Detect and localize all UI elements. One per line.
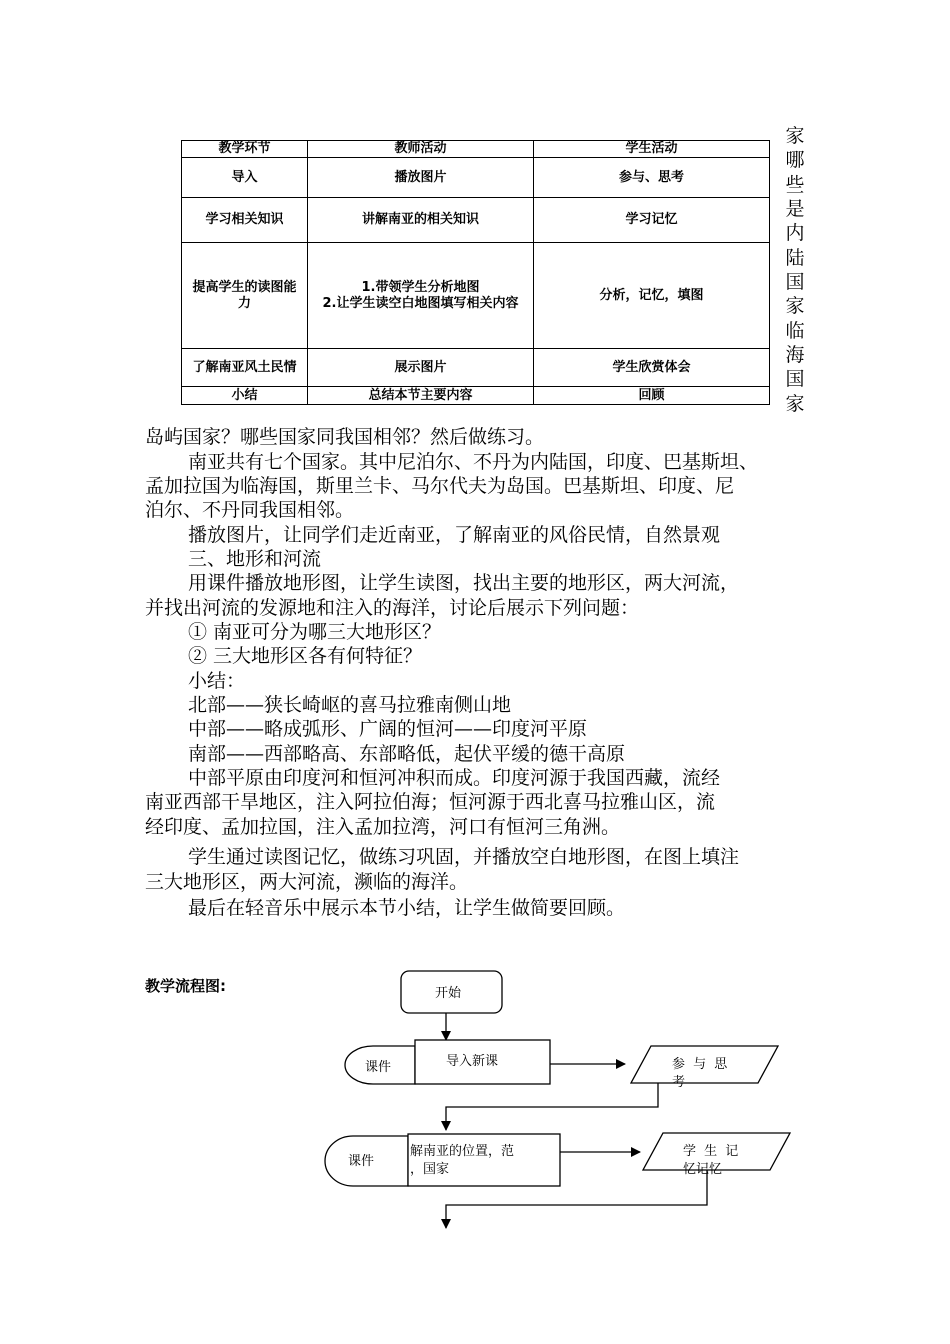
- row-teacher-line: 2.让学生读空白地图填写相关内容: [322, 295, 519, 311]
- body-line: 中部——略成弧形、广阔的恒河——印度河平原: [188, 718, 588, 740]
- body-line: 孟加拉国为临海国，斯里兰卡、马尔代夫为岛国。巴基斯坦、印度、尼: [145, 475, 735, 497]
- row-student: 分析，记忆，填图: [534, 243, 770, 349]
- side-text-char: 哪: [785, 149, 805, 171]
- side-text-char: 海: [785, 344, 805, 366]
- process-label: 导入新课: [446, 1054, 499, 1069]
- row-stage: 了解南亚风土民情: [182, 349, 308, 387]
- body-line: 经印度、孟加拉国，注入孟加拉湾，河口有恒河三角洲。: [145, 816, 621, 838]
- body-line: 泊尔、不丹同我国相邻。: [145, 499, 355, 521]
- body-line: 北部——狭长崎岖的喜马拉雅南侧山地: [188, 694, 512, 716]
- resource-label: 课件: [365, 1060, 392, 1075]
- io-label: 参 与 思: [672, 1057, 730, 1072]
- arrow-output1-step2: [446, 1083, 658, 1130]
- side-text-char: 家: [785, 393, 805, 415]
- body-line: 最后在轻音乐中展示本节小结，让学生做简要回顾。: [188, 897, 626, 919]
- start-label: 开始: [435, 986, 462, 1001]
- io-label: 忆记忆: [683, 1162, 723, 1177]
- side-text-char: 是: [785, 198, 805, 220]
- body-line: 三大地形区，两大河流，濒临的海洋。: [145, 871, 469, 893]
- row-student: 学生欣赏体会: [534, 349, 770, 387]
- side-text-char: 家: [785, 295, 805, 317]
- body-line: 中部平原由印度河和恒河冲积而成。印度河源于我国西藏，流经: [188, 767, 721, 789]
- side-text-char: 家: [785, 125, 805, 147]
- body-line: 播放图片，让同学们走近南亚，了解南亚的风俗民情，自然景观: [188, 524, 721, 546]
- side-text-char: 国: [785, 271, 805, 293]
- side-text-char: 临: [785, 320, 805, 342]
- row-teacher: 播放图片: [308, 158, 534, 198]
- side-text-char: 些: [785, 174, 805, 196]
- side-text-char: 国: [785, 368, 805, 390]
- row-teacher: 讲解南亚的相关知识: [308, 198, 534, 243]
- process-label: 解南亚的位置，范: [410, 1144, 515, 1159]
- body-line: ② 三大地形区各有何特征？: [188, 645, 423, 667]
- header-teacher: 教师活动: [308, 141, 534, 158]
- row-stage: 导入: [182, 158, 308, 198]
- row-stage: 小结: [182, 387, 308, 405]
- header-student: 学生活动: [534, 141, 770, 158]
- header-stage: 教学环节: [182, 141, 308, 158]
- row-stage: 学习相关知识: [182, 198, 308, 243]
- body-line: 南亚共有七个国家。其中尼泊尔、不丹为内陆国，印度、巴基斯坦、: [188, 451, 759, 473]
- row-student: 回顾: [534, 387, 770, 405]
- flowchart-label: 教学流程图:: [145, 977, 226, 995]
- body-line: 小结：: [188, 670, 246, 692]
- row-stage: 提高学生的读图能力: [182, 243, 308, 349]
- row-teacher-line: 1.带领学生分析地图: [361, 279, 480, 295]
- resource-label: 课件: [348, 1154, 375, 1169]
- body-line: 用课件播放地形图，让学生读图，找出主要的地形区，两大河流，: [188, 572, 740, 594]
- body-line: 三、地形和河流: [188, 548, 322, 570]
- body-line: 南亚西部干旱地区，注入阿拉伯海；恒河源于西北喜马拉雅山区，流: [145, 791, 716, 813]
- side-text-char: 陆: [785, 247, 805, 269]
- io-label: 考: [672, 1075, 686, 1090]
- body-line: 南部——西部略高、东部略低，起伏平缓的德干高原: [188, 743, 626, 765]
- body-line: ① 南亚可分为哪三大地形区？: [188, 621, 442, 643]
- body-line: 岛屿国家？哪些国家同我国相邻？然后做练习。: [145, 426, 545, 448]
- side-text-char: 内: [785, 222, 805, 244]
- process-label: ，国家: [410, 1162, 450, 1177]
- row-student: 参与、思考: [534, 158, 770, 198]
- io-label: 学 生 记: [683, 1144, 741, 1159]
- body-line: 学生通过读图记忆，做练习巩固，并播放空白地形图，在图上填注: [188, 846, 740, 868]
- row-student: 学习记忆: [534, 198, 770, 243]
- row-teacher: 展示图片: [308, 349, 534, 387]
- row-teacher: 总结本节主要内容: [308, 387, 534, 405]
- body-line: 并找出河流的发源地和注入的海洋，讨论后展示下列问题：: [145, 597, 640, 619]
